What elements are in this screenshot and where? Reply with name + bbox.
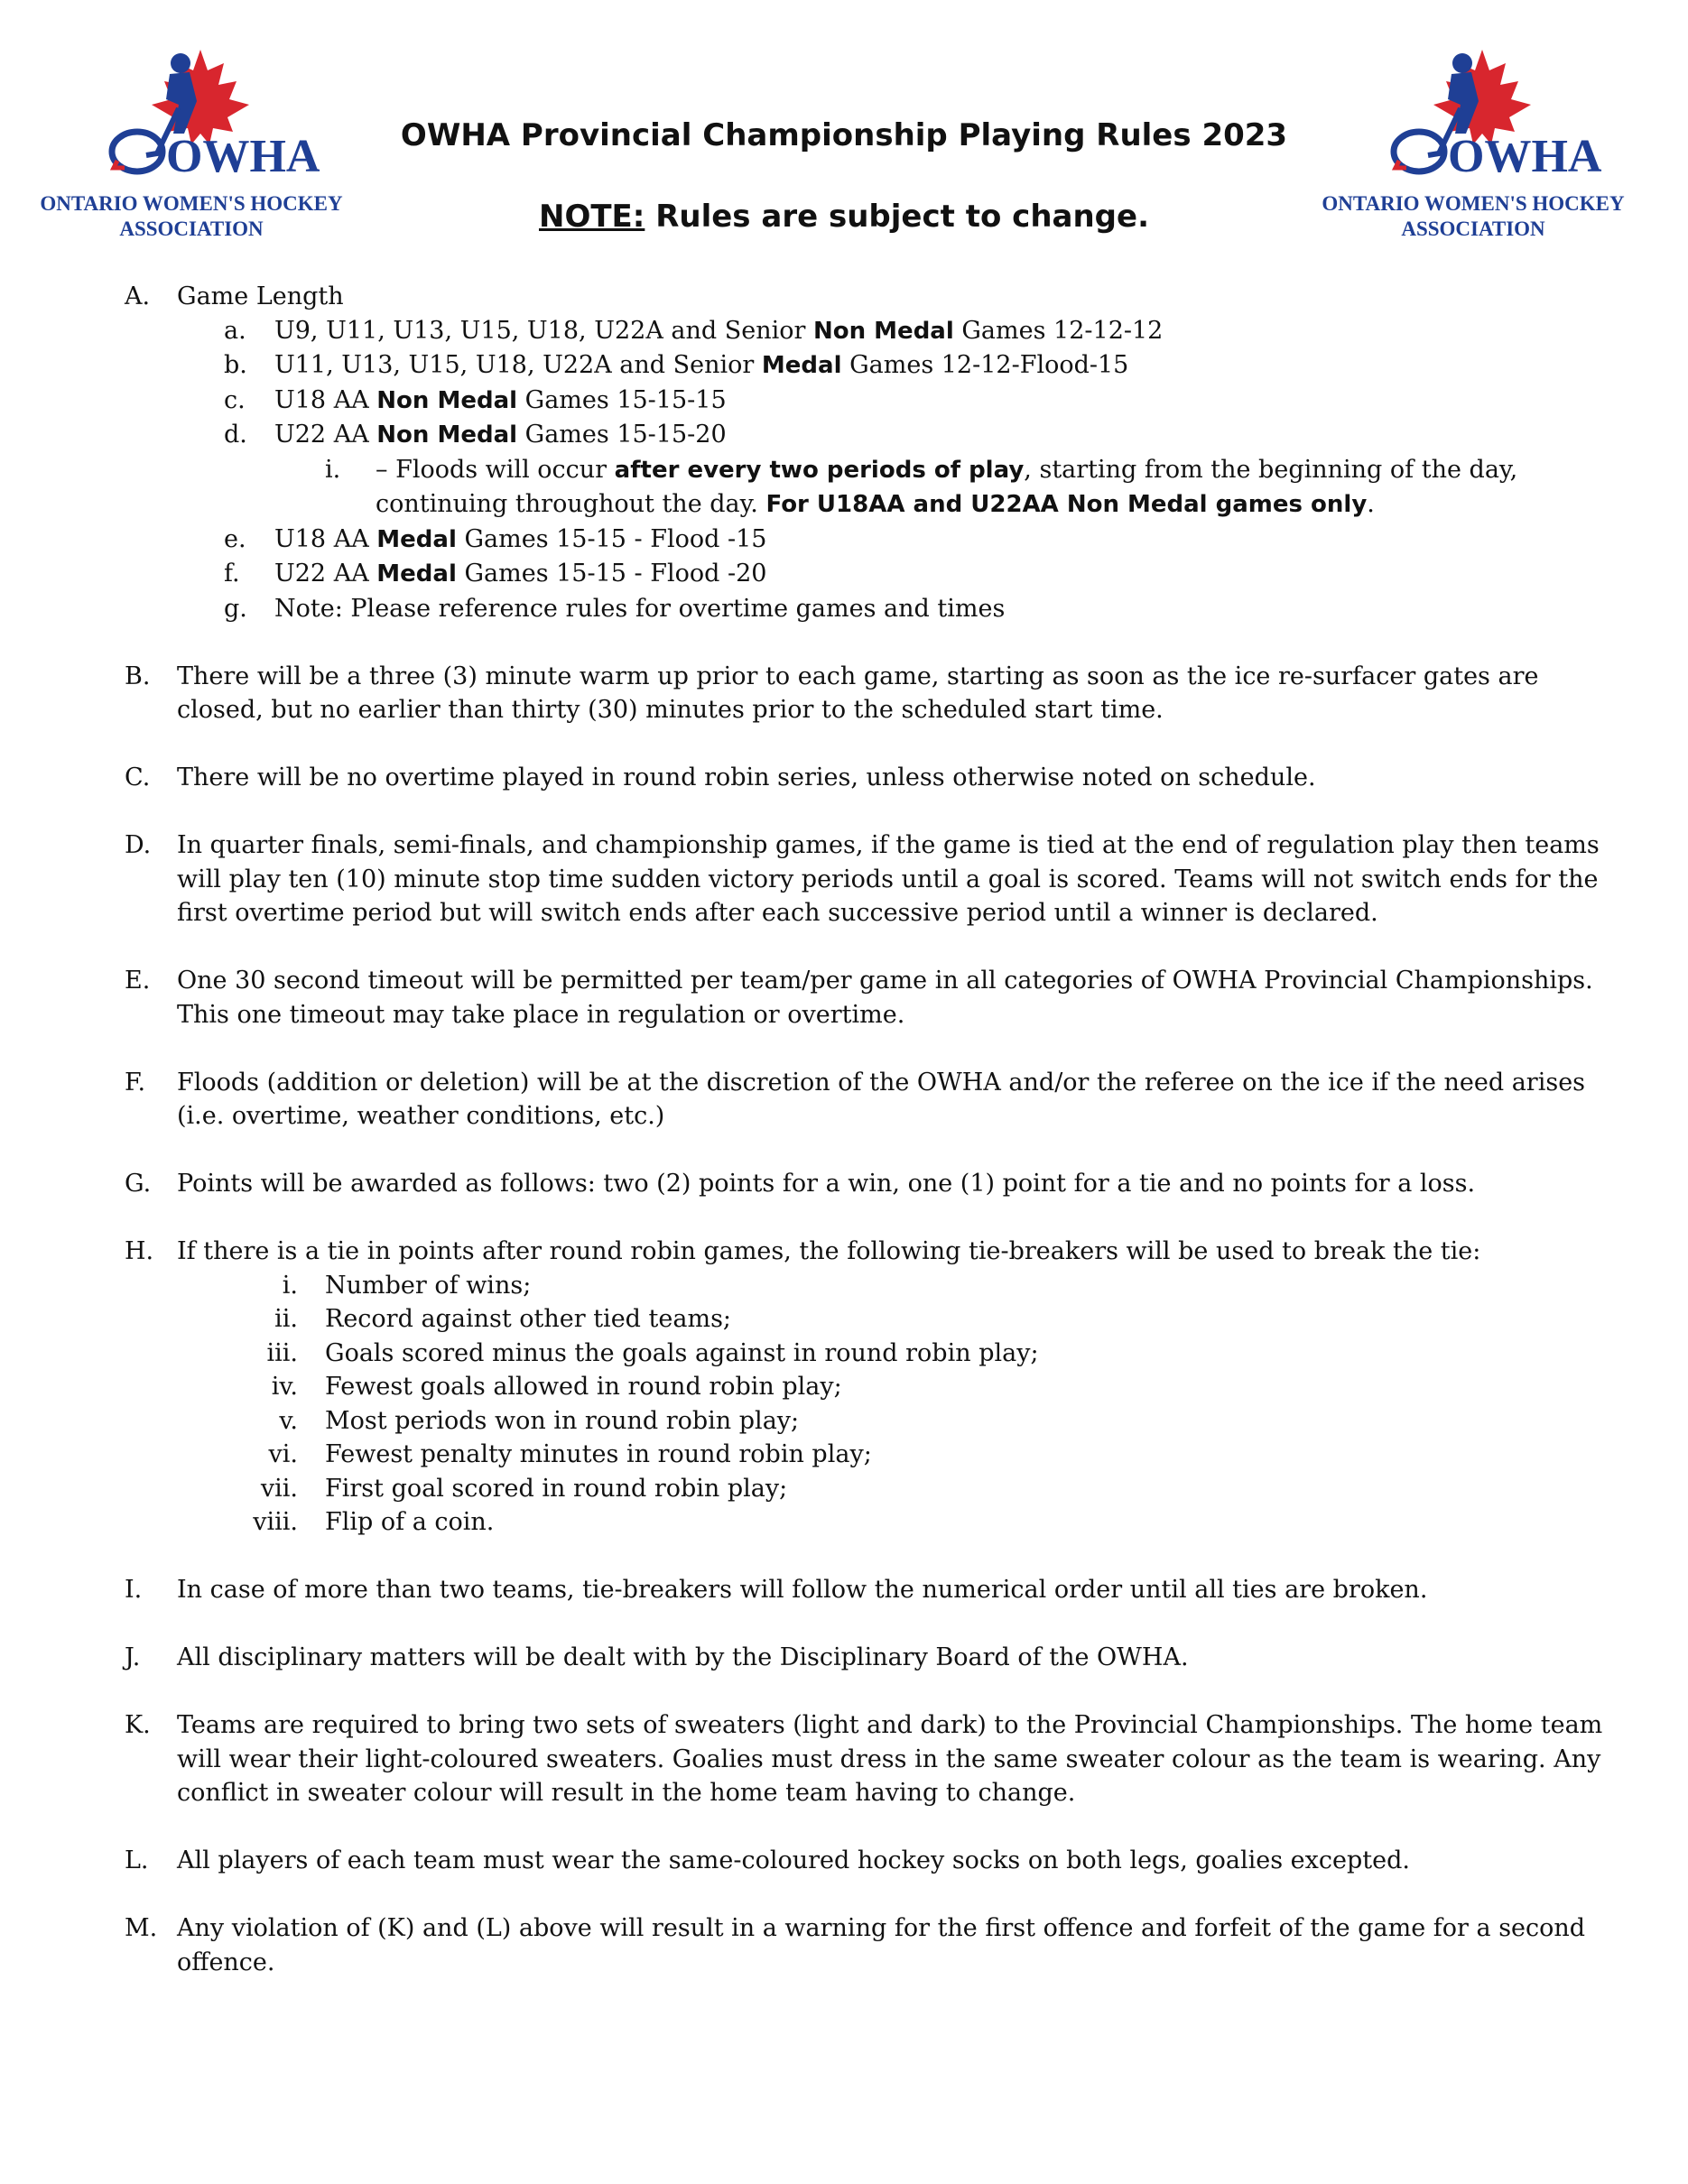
svg-text:OWHA: OWHA — [166, 131, 320, 182]
rule-j: J. All disciplinary matters will be dealt with by the Disciplinary Board of the OWHA. — [125, 1643, 1189, 1671]
owha-logo-icon — [1374, 45, 1602, 182]
sub-item-c: c. U18 AA Non Medal Games 15-15-15 — [224, 385, 727, 414]
page-title: OWHA Provincial Championship Playing Rules 2023 — [400, 117, 1288, 153]
tiebreaker-item: v. Most periods won in round robin play; — [279, 1406, 800, 1435]
note-text: Rules are subject to change. — [645, 199, 1149, 235]
owha-logo-icon — [92, 45, 320, 182]
rule-text: Game Length — [177, 282, 344, 310]
rule-c: C. There will be no overtime played in round robin series, unless otherwise noted on schedule. — [125, 763, 1316, 791]
rule-e: E. One 30 second timeout will be permitted per team/per game in all categories of OWHA Provincial Championships. This one timeout may take place in regulation or overtime. — [125, 967, 1593, 1029]
rule-label: A. — [125, 282, 151, 310]
tiebreaker-item: viii. Flip of a coin. — [253, 1508, 495, 1536]
note-label: NOTE: — [538, 199, 645, 235]
sub-item-g: g. Note: Please reference rules for overtime games and times — [224, 594, 1006, 623]
rules-list — [125, 280, 1605, 2013]
rule-f: F. Floods (addition or deletion) will be at the discretion of the OWHA and/or the referee on the ice if the need arises (i.e. overtime, weather conditions, etc.) — [125, 1068, 1586, 1130]
sub-item-f: f. U22 AA Medal Games 15-15 - Flood -20 — [224, 560, 767, 588]
sub-item-a: a. U9, U11, U13, U15, U18, U22A and Senior Non Medal Games 12-12-12 — [224, 316, 1164, 345]
rule-m: M. Any violation of (K) and (L) above will result in a warning for the first offence and forfeit of the game for a second offence. — [125, 1914, 1586, 1976]
owha-logo-left — [38, 45, 345, 253]
sub-item-b: b. U11, U13, U15, U18, U22A and Senior Medal Games 12-12-Flood-15 — [224, 351, 1129, 379]
svg-text:OWHA: OWHA — [1448, 131, 1602, 182]
rule-b: B. There will be a three (3) minute warm up prior to each game, starting as soon as the ice re-surfacer gates are closed, but no earlier than thirty (30) minutes prior to the scheduled start time. — [125, 662, 1539, 724]
rule-l: L. All players of each team must wear the same-coloured hockey socks on both legs, goalies excepted. — [125, 1846, 1410, 1874]
sub-item-d: d. U22 AA Non Medal Games 15-15-20 — [224, 421, 727, 449]
tiebreaker-item: iv. Fewest goals allowed in round robin play; — [271, 1373, 842, 1401]
owha-logo-right — [1320, 45, 1627, 253]
sub-item-e: e. U18 AA Medal Games 15-15 - Flood -15 — [224, 524, 767, 553]
sub-sub-item-d-i: i. – Floods will occur after every two periods of play, starting from the beginning of the day, continuing throughout the day. For U18AA and U22AA Non Medal games only. — [325, 455, 1518, 518]
tiebreaker-item: ii. Record against other tied teams; — [274, 1305, 732, 1333]
rule-a — [125, 280, 1605, 625]
rule-k: K. Teams are required to bring two sets of sweaters (light and dark) to the Provincial Championships. The home team will wear their light-coloured sweaters. Goalies must dress in the same sweater colour as the team is wearing. Any conflict in sweater colour will result in the home team having to change. — [125, 1711, 1603, 1807]
tiebreaker-item: iii. Goals scored minus the goals against in round robin play; — [266, 1338, 1039, 1367]
page-note — [397, 197, 1291, 236]
tiebreaker-item: i. Number of wins; — [282, 1271, 532, 1300]
logo-org-name: ONTARIO WOMEN'S HOCKEY ASSOCIATION — [40, 192, 343, 240]
rule-d: D. In quarter finals, semi-finals, and championship games, if the game is tied at the end of regulation play then teams will play ten (10) minute stop time sudden victory periods until a goal is scored. Teams will not switch ends for the first overtime period but will switch ends after each successive period until a winner is declared. — [125, 831, 1600, 927]
logo-org-name: ONTARIO WOMEN'S HOCKEY ASSOCIATION — [1322, 192, 1625, 240]
tiebreaker-item: vii. First goal scored in round robin play; — [260, 1474, 788, 1503]
rule-i: I. In case of more than two teams, tie-breakers will follow the numerical order until all ties are broken. — [125, 1576, 1428, 1604]
tiebreaker-item: vi. Fewest penalty minutes in round robin play; — [268, 1440, 872, 1468]
rule-h: H. If there is a tie in points after round robin games, the following tie-breakers will be used to break the tie: i. Number of wins; ii. Record against other tied teams; iii. Goals scored minus the goals against in round robin play; iv. Fewest goals allowed in round robin play; v. Most periods won in round robin play; vi. Fewest penalty minutes in round robin play; vii. First goal scored in round robin play; viii. Flip of a coin. — [125, 1235, 1605, 1540]
rule-g: G. Points will be awarded as follows: two (2) points for a win, one (1) point for a tie and no points for a loss. — [125, 1170, 1476, 1198]
